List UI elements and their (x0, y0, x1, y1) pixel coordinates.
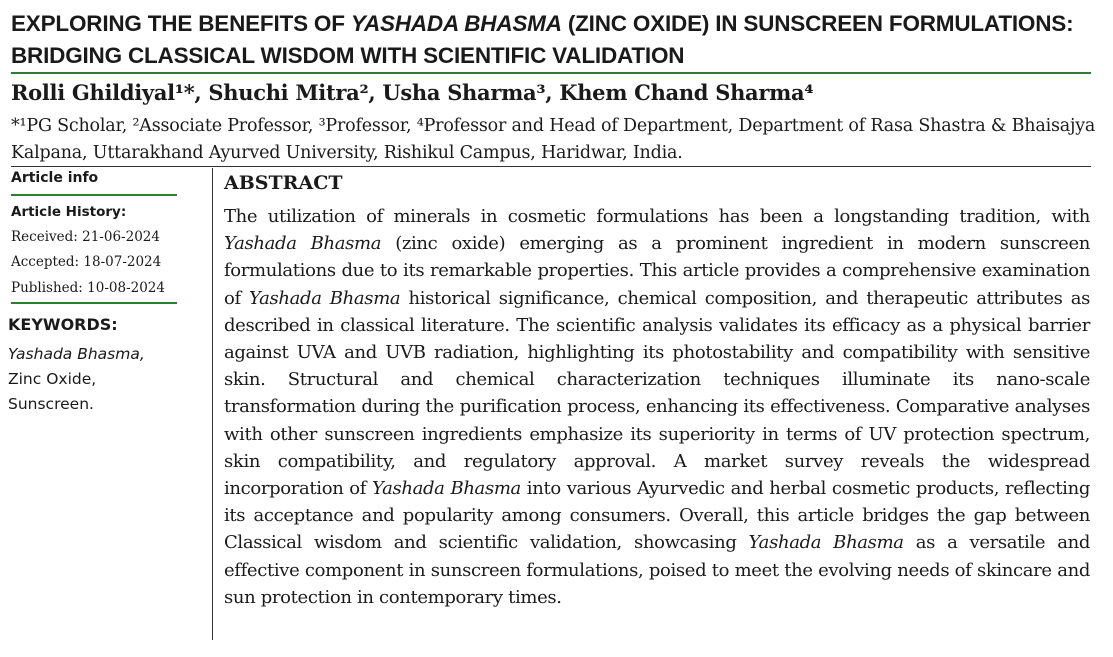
abstract-italic-4: Yashada Bhasma (748, 532, 904, 554)
article-history-heading: Article History: (11, 204, 127, 220)
title-rule (11, 72, 1091, 74)
article-info-heading: Article info (11, 170, 99, 186)
title-part2: (ZINC OXIDE) IN SUNSCREEN FORMULATIONS: BRIDGING CLASSICAL WISDOM WITH SCIENTIFIC VALIDATION (11, 11, 1074, 68)
abstract-text-4: into various Ayurvedic and herbal cosmetic products, reflecting its acceptance and popularity among consumers. Overall, this article bridges the gap between Classical wisdom and scientific validation, showcasing (224, 478, 1090, 554)
column-divider (212, 168, 213, 640)
abstract-body (224, 203, 1090, 611)
history-rule (11, 302, 177, 304)
abstract-text-2: (zinc oxide) emerging as a prominent ingredient in modern sunscreen formulations due to its remarkable properties. This article provides a comprehensive examination of (224, 233, 1090, 309)
published-date: Published: 10-08-2024 (11, 280, 165, 296)
abstract-text-1: The utilization of minerals in cosmetic formulations has been a longstanding tradition, with (224, 206, 1090, 227)
abstract-italic-3: Yashada Bhasma (371, 478, 521, 500)
header-divider (11, 166, 1091, 167)
keywords-heading: KEYWORDS: (8, 315, 118, 334)
received-date: Received: 21-06-2024 (11, 229, 160, 245)
accepted-date: Accepted: 18-07-2024 (11, 254, 162, 270)
keywords-list (8, 342, 145, 417)
affiliation: *¹PG Scholar, ²Associate Professor, ³Professor, ⁴Professor and Head of Department, Department of Rasa Shastra & Bhaisajya Kalpana, Uttarakhand Ayurved University, Rishikul Campus, Haridwar, India. (11, 116, 1096, 163)
keyword-3: Sunscreen. (8, 395, 94, 413)
abstract-text-3: historical significance, chemical composition, and therapeutic attributes as described in classical literature. The scientific analysis validates its efficacy as a physical barrier against UVA and UVB radiation, highlighting its photostability and compatibility with sensitive skin. Structural and chemical characterization techniques illuminate its nano-scale transformation during the purification process, enhancing its effectiveness. Comparative analyses with other sunscreen ingredients emphasize its superiority in terms of UV protection spectrum, skin compatibility, and regulatory approval. A market survey reveals the widespread incorporation of (224, 287, 1090, 500)
abstract-text-5: as a versatile and effective component in sunscreen formulations, poised to meet the evolving needs of skincare and sun protection in contemporary times. (224, 532, 1091, 608)
paper-title (11, 8, 1101, 72)
keyword-2: Zinc Oxide, (8, 370, 97, 388)
abstract-heading: ABSTRACT (224, 172, 343, 194)
title-italic: YASHADA BHASMA (350, 11, 562, 36)
title-part1: EXPLORING THE BENEFITS OF (11, 11, 351, 36)
article-info-rule (11, 194, 177, 196)
abstract-italic-1: Yashada Bhasma (224, 233, 382, 255)
article-info-sidebar (8, 170, 181, 413)
abstract-italic-2: Yashada Bhasma (249, 287, 401, 309)
keyword-1: Yashada Bhasma, (8, 345, 145, 363)
authors: Rolli Ghildiyal¹*, Shuchi Mitra², Usha Sharma³, Khem Chand Sharma⁴ (11, 80, 814, 105)
